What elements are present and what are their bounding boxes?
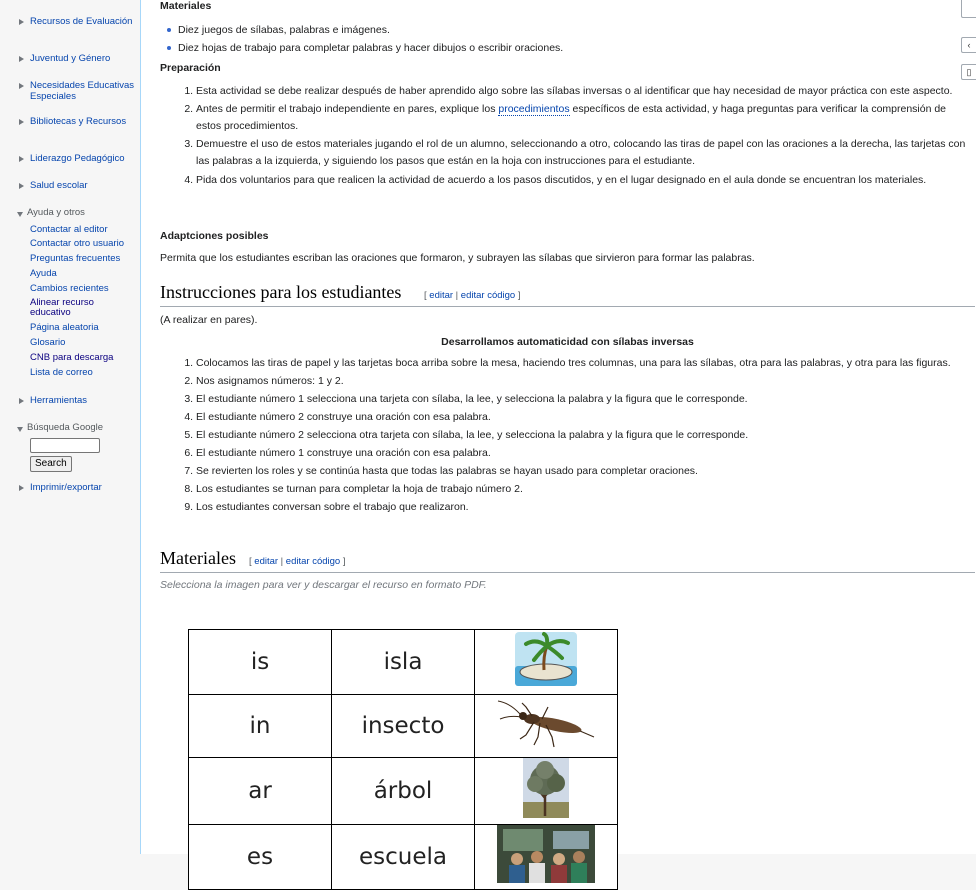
chevron-right-icon xyxy=(19,83,24,89)
main-content xyxy=(140,0,976,870)
portal-label[interactable]: Herramientas xyxy=(30,395,88,406)
list-item: 7. Se revierten los roles y se continúa hasta que todas las palabras se hayan usado para completar oraciones. xyxy=(196,463,951,480)
word-cell: isla xyxy=(332,630,475,695)
chevron-right-icon xyxy=(19,156,24,162)
insect-icon xyxy=(475,695,618,758)
portal-label[interactable]: Salud escolar xyxy=(30,180,88,191)
portal-label[interactable]: Búsqueda Google xyxy=(27,422,104,433)
syllable-cell: es xyxy=(189,825,332,890)
syllable-cell: ar xyxy=(189,758,332,825)
portal-label[interactable]: Liderazgo Pedagógico xyxy=(30,153,125,164)
link-contactar-usuario[interactable]: Contactar otro usuario xyxy=(30,238,124,250)
edit-code-link[interactable]: editar código xyxy=(460,290,516,301)
table-row xyxy=(189,758,618,825)
link-contactar-editor[interactable]: Contactar al editor xyxy=(30,223,108,235)
table-row xyxy=(189,695,618,758)
instrucciones-subtitle: Desarrollamos automaticidad con sílabas inversas xyxy=(441,336,694,348)
link-alinear-recurso[interactable]: Alinear recurso educativo xyxy=(30,297,94,319)
list-item: 6. El estudiante número 1 construye una oración con esa palabra. xyxy=(196,445,951,462)
portal-label[interactable]: Ayuda y otros xyxy=(27,207,85,218)
preparacion-subheading: Preparación xyxy=(160,62,221,74)
chevron-right-icon xyxy=(19,56,24,62)
word-cell: árbol xyxy=(332,758,475,825)
materiales-caption: Selecciona la imagen para ver y descargar el recurso en formato PDF. xyxy=(160,579,487,591)
section-heading-instrucciones xyxy=(160,282,975,307)
list-item: 1. Esta actividad se debe realizar después de haber aprendido algo sobre las sílabas inversas o al identificar que hay necesidad de mayor práctica con este aspecto. xyxy=(196,83,970,100)
section-title: Instrucciones para los estudiantes xyxy=(160,282,402,302)
list-item: 9. Los estudiantes conversan sobre el trabajo que realizaron. xyxy=(196,499,951,516)
list-item: Diez hojas de trabajo para completar palabras y hacer dibujos o escribir oraciones. xyxy=(178,39,563,57)
list-item: 3. Demuestre el uso de estos materiales jugando el rol de un alumno, seleccionando a otro, colocando las tiras de papel con las oraciones a la derecha, las tarjetas con las palabras a la izquierda, y siguiendo los pasos que están en la hoja con instrucciones para el estudiante. xyxy=(196,136,970,170)
list-item: 2. Nos asignamos números: 1 y 2. xyxy=(196,373,951,390)
list-item: Diez juegos de sílabas, palabras e imágenes. xyxy=(178,21,563,39)
help-links xyxy=(30,225,136,378)
edit-code-link[interactable]: editar código xyxy=(285,556,341,567)
classroom-picture xyxy=(497,825,595,883)
link-ayuda[interactable]: Ayuda xyxy=(30,267,57,279)
tree-icon xyxy=(475,758,618,825)
table-row xyxy=(189,825,618,890)
section-title: Materiales xyxy=(160,548,236,568)
section-heading-materiales xyxy=(160,548,975,573)
link-glosario[interactable]: Glosario xyxy=(30,337,66,349)
word-cell: insecto xyxy=(332,695,475,758)
list-item: 5. El estudiante número 2 selecciona otra tarjeta con sílaba, la lee, y selecciona la palabra y la figura que le corresponde. xyxy=(196,427,951,444)
chevron-right-icon xyxy=(19,183,24,189)
link-lista-correo[interactable]: Lista de correo xyxy=(30,366,93,378)
insect-picture xyxy=(496,695,596,751)
portal-label[interactable]: Bibliotecas y Recursos xyxy=(30,116,127,127)
portal-juventud-genero[interactable] xyxy=(16,54,136,65)
link-procedimientos[interactable]: procedimientos xyxy=(498,103,570,116)
instrucciones-intro: (A realizar en pares). xyxy=(160,314,258,326)
adaptaciones-text: Permita que los estudiantes escriban las oraciones que formaron, y subrayen las sílabas que sirvieron para formar las palabras. xyxy=(160,252,755,264)
list-item: 4. Pida dos voluntarios para que realicen la actividad de acuerdo a los pasos discutidos, y en el lugar designado en el aula donde se encuentran los materiales. xyxy=(196,172,970,189)
edge-widget[interactable] xyxy=(961,0,976,18)
chevron-right-icon xyxy=(19,119,24,125)
portal-label[interactable]: Juventud y Género xyxy=(30,53,111,64)
island-picture xyxy=(514,630,578,688)
edge-widget-panel-icon[interactable]: ▯ xyxy=(961,64,976,80)
list-item xyxy=(196,101,970,135)
chevron-down-icon xyxy=(17,212,23,217)
resource-image[interactable] xyxy=(188,629,618,890)
list-item: 3. El estudiante número 1 selecciona una tarjeta con sílaba, la lee, y selecciona la palabra y la figura que le corresponde. xyxy=(196,391,951,408)
list-item: 1. Colocamos las tiras de papel y las tarjetas boca arriba sobre la mesa, haciendo tres columnas, una para las sílabas, otra para las palabras, y otra para las figuras. xyxy=(196,355,951,372)
portal-label[interactable]: Recursos de Evaluación xyxy=(30,16,133,27)
table-row xyxy=(189,630,618,695)
search-button[interactable]: Search xyxy=(30,456,72,472)
edit-section-links: [ editar | editar código ] xyxy=(249,556,346,567)
portal-bibliotecas[interactable] xyxy=(16,117,136,128)
chevron-right-icon xyxy=(19,398,24,404)
portal-liderazgo[interactable] xyxy=(16,154,136,165)
portal-busqueda-head[interactable] xyxy=(16,423,136,434)
chevron-down-icon xyxy=(17,427,23,432)
edge-widget-toggle-icon[interactable]: ‹ xyxy=(961,37,976,53)
step-text: específicos de esta actividad, y haga preguntas para verificar la comprensión de estos procedimientos. xyxy=(196,103,947,133)
portal-imprimir-exportar[interactable] xyxy=(16,483,136,494)
portal-ayuda-head[interactable] xyxy=(16,208,136,219)
link-cnb-descarga[interactable]: CNB para descarga xyxy=(30,351,114,363)
sidebar xyxy=(0,0,140,854)
syllable-cell: in xyxy=(189,695,332,758)
list-item: 4. El estudiante número 2 construye una oración con esa palabra. xyxy=(196,409,951,426)
portal-necesidades-educativas[interactable] xyxy=(16,81,136,102)
adaptaciones-subheading: Adaptciones posibles xyxy=(160,230,269,242)
link-cambios-recientes[interactable]: Cambios recientes xyxy=(30,282,109,294)
materiales-list xyxy=(160,21,563,57)
step-text: Antes de permitir el trabajo independiente en pares, explique los xyxy=(196,103,499,116)
chevron-right-icon xyxy=(19,19,24,25)
preparacion-steps xyxy=(160,83,970,190)
portal-label[interactable]: Necesidades Educativas Especiales xyxy=(30,80,135,102)
portal-label[interactable]: Imprimir/exportar xyxy=(30,482,102,493)
edit-link[interactable]: editar xyxy=(429,290,454,301)
island-icon xyxy=(475,630,618,695)
portal-recursos-evaluacion[interactable] xyxy=(16,17,136,28)
edit-section-links: [ editar | editar código ] xyxy=(424,290,521,301)
search-input[interactable] xyxy=(30,438,100,453)
list-item: 8. Los estudiantes se turnan para completar la hoja de trabajo número 2. xyxy=(196,481,951,498)
edit-link[interactable]: editar xyxy=(254,556,279,567)
link-preguntas-frecuentes[interactable]: Preguntas frecuentes xyxy=(30,253,121,265)
portal-salud-escolar[interactable] xyxy=(16,181,136,192)
chevron-right-icon xyxy=(19,485,24,491)
instrucciones-steps xyxy=(160,355,951,517)
tree-picture xyxy=(523,758,569,818)
syllable-cell: is xyxy=(189,630,332,695)
word-cell: escuela xyxy=(332,825,475,890)
materiales-subheading: Materiales xyxy=(160,0,212,12)
portal-ayuda-otros xyxy=(16,208,136,382)
link-pagina-aleatoria[interactable]: Página aleatoria xyxy=(30,322,99,334)
classroom-icon xyxy=(475,825,618,890)
portal-herramientas[interactable] xyxy=(16,396,136,407)
portal-busqueda-google xyxy=(16,423,136,472)
